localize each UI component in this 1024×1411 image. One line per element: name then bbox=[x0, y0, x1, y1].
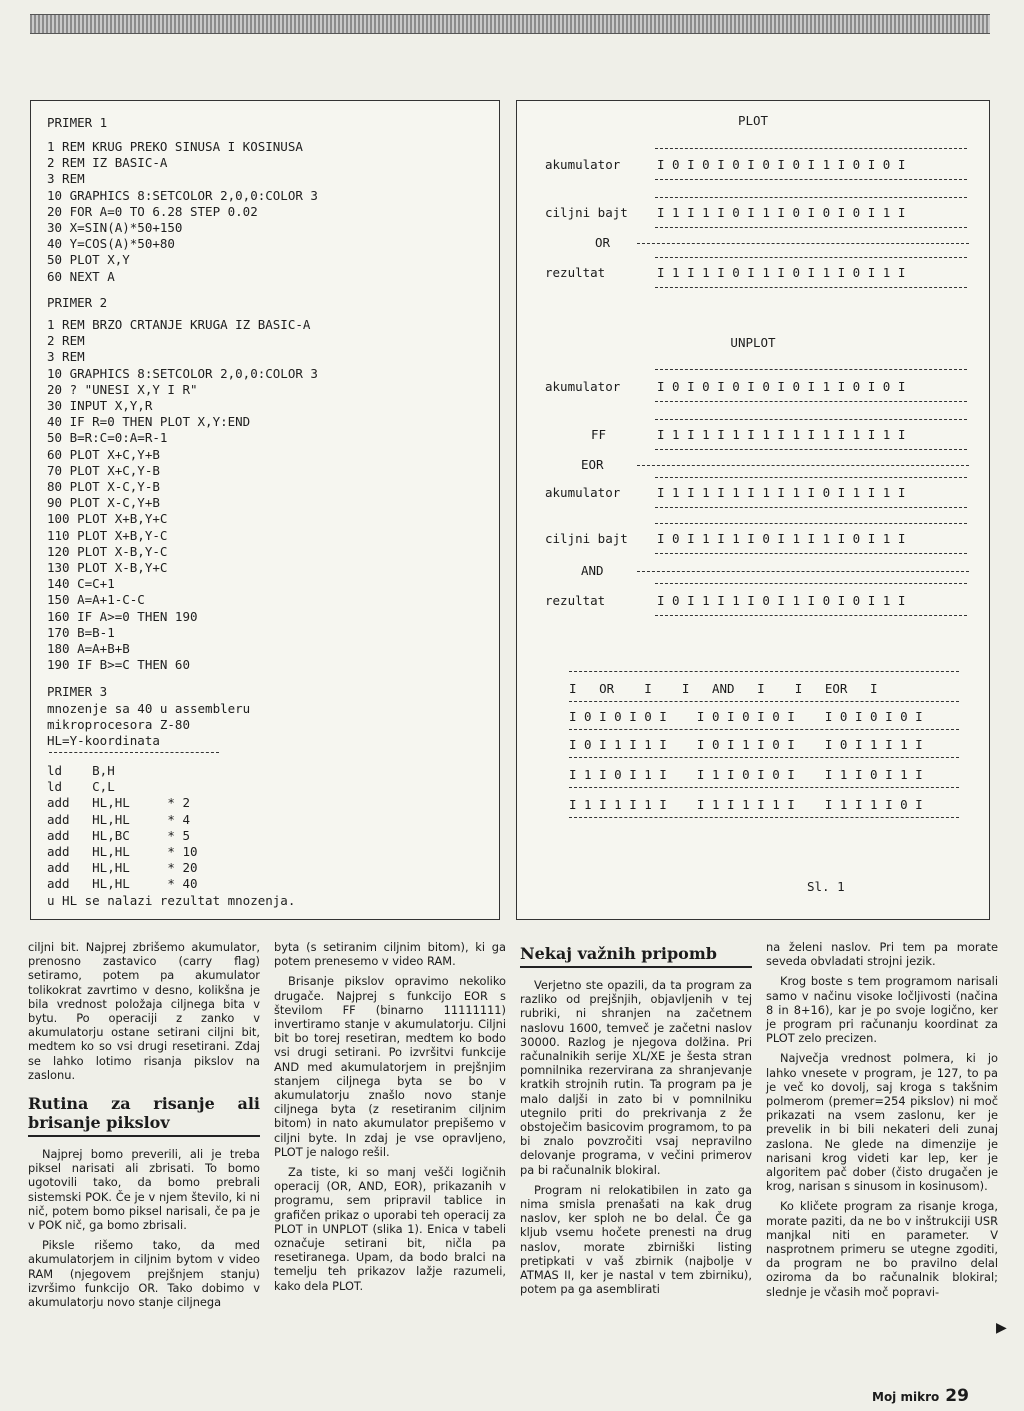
op-line bbox=[637, 465, 969, 466]
dash-line bbox=[569, 671, 959, 672]
code-line: mikroprocesora Z-80 bbox=[47, 717, 190, 733]
dash-line bbox=[569, 757, 959, 758]
code-line: 140 C=C+1 bbox=[47, 576, 115, 592]
dash-line bbox=[655, 449, 967, 450]
page-number: 29 bbox=[945, 1386, 969, 1406]
row-bits: I 1 I 1 I 1 I 1 I 1 I 0 I 1 I 1 I bbox=[657, 485, 906, 500]
paragraph: Za tiste, ki so manj vešči logičnih operacij (OR, AND, EOR), prikazanih v programu, sem pripravil tablice in grafičen prikaz o uporabi teh operacij za PLOT in UNPLOT (slika 1). Enica v tabeli označuje setirani bit, ničla pa resetiranega. Upam, da bodo bralci na temelju teh prikazov lažje razumeli, kako dela PLOT. bbox=[274, 1165, 506, 1293]
dash-line bbox=[655, 197, 967, 198]
unplot-row-rezultat bbox=[517, 593, 991, 617]
row-bits: I 1 I 1 I 0 I 1 I 0 I 1 I 0 I 1 I bbox=[657, 265, 906, 280]
column-1 bbox=[28, 940, 260, 1315]
code-line: 90 PLOT X-C,Y+B bbox=[47, 495, 160, 511]
dash-line bbox=[655, 477, 967, 478]
row-label: akumulator bbox=[545, 379, 621, 394]
primer3-code bbox=[47, 763, 295, 909]
row-bits: I 1 I 1 I 0 I 1 I 0 I 0 I 0 I 1 I bbox=[657, 205, 906, 220]
row-label: akumulator bbox=[545, 157, 621, 172]
plot-title: PLOT bbox=[737, 113, 769, 128]
code-line: add HL,HL * 4 bbox=[47, 811, 190, 827]
logic-diagram-box bbox=[516, 100, 990, 920]
dash-line bbox=[655, 553, 967, 554]
paragraph: Program ni relokatibilen in zato ga nima smisla prenašati na kak drug naslov, ker sploh ne bo delal. Če ga kljub vsemu hočete prenesti na drug naslov, morate zbirniški listing pretipkati v vaš zbirnik (najbolje v ATMAS II, ker je nastal v tem zbirniku), potem pa ga asemblirati bbox=[520, 1182, 752, 1297]
column-3 bbox=[520, 940, 752, 1302]
code-line: u HL se nalazi rezultat mnozenja. bbox=[47, 892, 296, 908]
plot-op-label: OR bbox=[595, 235, 611, 250]
row-bits: I 1 I 1 I 1 I 1 I 1 I 1 I 1 I 1 I bbox=[657, 427, 906, 442]
row-label: FF bbox=[591, 427, 607, 442]
dash-line bbox=[655, 287, 967, 288]
primer2-code bbox=[47, 317, 318, 673]
dash-line bbox=[569, 729, 959, 730]
code-line: add HL,HL * 40 bbox=[47, 876, 198, 892]
code-line: 180 A=A+B+B bbox=[47, 641, 130, 657]
code-line: 20 FOR A=0 TO 6.28 STEP 0.02 bbox=[47, 203, 258, 219]
code-line: 50 B=R:C=0:A=R-1 bbox=[47, 430, 168, 446]
paragraph: Piksle rišemo tako, da med akumulatorjem in ciljnim bytom v video RAM (njegovem prejšnjem stanju) izvršimo funkcijo OR. Tako dobimo v akumulatorju novo stanje ciljnega bbox=[28, 1238, 260, 1310]
code-line: 120 PLOT X-B,Y-C bbox=[47, 543, 168, 559]
section-heading: Rutina za risanje ali brisanje pikslov bbox=[28, 1094, 260, 1137]
paragraph: ciljni bit. Najprej zbrišemo akumulator, prenosno zastavico (carry flag) setiramo, potem pa akumulator tolikokrat zavrtimo v desno, kolikšna je bila vrednost položaja ciljnega bita v bytu. Po operaciji z zanko v akumulatorju ostane setirani ciljni bit, medtem ko so vsi drugi resetirani. Zdaj se lahko lotimo risanja pikslov na zaslonu. bbox=[28, 940, 260, 1082]
paragraph: na želeni naslov. Pri tem pa morate seveda obvladati strojni jezik. bbox=[766, 940, 998, 969]
code-line: add HL,HL * 20 bbox=[47, 860, 198, 876]
dash-line bbox=[655, 523, 967, 524]
row-bits: I 0 I 0 I 0 I 0 I 0 I 1 I 0 I 0 I bbox=[657, 157, 906, 172]
dash-line bbox=[655, 507, 967, 508]
paragraph: byta (s setiranim ciljnim bitom), ki ga potem prenesemo v video RAM. bbox=[274, 940, 506, 969]
code-line: 20 ? "UNESI X,Y I R" bbox=[47, 381, 198, 397]
article-body bbox=[28, 940, 998, 1380]
code-line: 150 A=A+1-C-C bbox=[47, 592, 145, 608]
row-label: rezultat bbox=[545, 593, 606, 608]
op-line bbox=[637, 571, 969, 572]
plot-row-akumulator bbox=[517, 157, 991, 181]
code-line: 3 REM bbox=[47, 349, 85, 365]
row-label: ciljni bajt bbox=[545, 531, 628, 546]
code-line: 10 GRAPHICS 8:SETCOLOR 2,0,0:COLOR 3 bbox=[47, 365, 318, 381]
dash-line bbox=[655, 401, 967, 402]
dash-line bbox=[655, 419, 967, 420]
code-line: 170 B=B-1 bbox=[47, 624, 115, 640]
unplot-op2-label: AND bbox=[581, 563, 604, 578]
dash-line bbox=[655, 257, 967, 258]
code-line: 60 NEXT A bbox=[47, 268, 115, 284]
paragraph: Najprej bomo preverili, ali je treba piksel narisati ali zbrisati. To bomo ugotovili tako, da bomo prebrali sistemski POK. Če je v njem število, ki ni nič, potem bomo piksel narisali, če pa je v POK nič, ga bomo zbrisali. bbox=[28, 1147, 260, 1233]
row-label: ciljni bajt bbox=[545, 205, 628, 220]
truth-table-header: I OR I I AND I I EOR I bbox=[569, 681, 878, 696]
paragraph: Brisanje pikslov opravimo nekoliko drugače. Najprej s funkcijo EOR s številom FF (binarno 11111111) invertiramo stanje v akumulatorju. Ciljni bit bo torej resetiran, medtem ko bodo vsi drugi setirani. Po izvršitvi funkcije AND med akumulatorjem in prejšnjim stanjem ciljnega byta se bo v akumulatorju znašlo novo stanje ciljnega byta (z resetiranim ciljnim bitom) in nato akumulator prepišemo v ciljni byte. In zdaj je vse opravljeno, PLOT je nalogo rešil. bbox=[274, 974, 506, 1159]
dash-line bbox=[655, 148, 967, 149]
unplot-op1-label: EOR bbox=[581, 457, 604, 472]
code-line: 70 PLOT X+C,Y-B bbox=[47, 462, 160, 478]
truth-table-row: I 1 I 1 I 1 I I 1 I 1 I 1 I I 1 I 1 I 0 I bbox=[569, 797, 923, 812]
code-line: 100 PLOT X+B,Y+C bbox=[47, 511, 168, 527]
op-line bbox=[637, 243, 969, 244]
code-line: ld C,L bbox=[47, 779, 115, 795]
code-line: 40 Y=COS(A)*50+80 bbox=[47, 236, 175, 252]
dash-line bbox=[569, 787, 959, 788]
unplot-row-ff bbox=[517, 427, 991, 451]
code-line: 30 INPUT X,Y,R bbox=[47, 398, 153, 414]
asm-separator bbox=[49, 752, 219, 753]
program-listing-box bbox=[30, 100, 500, 920]
unplot-title: UNPLOT bbox=[730, 335, 776, 350]
unplot-row-ciljni bbox=[517, 531, 991, 555]
code-line: mnozenje sa 40 u assembleru bbox=[47, 701, 251, 716]
code-line: 3 REM bbox=[47, 171, 85, 187]
code-line: add HL,HL * 10 bbox=[47, 844, 198, 860]
truth-table-row: I 0 I 1 I 1 I I 0 I 1 I 0 I I 0 I 1 I 1 I bbox=[569, 737, 923, 752]
header-band bbox=[30, 14, 990, 34]
code-line: 30 X=SIN(A)*50+150 bbox=[47, 220, 183, 236]
code-line: ld B,H bbox=[47, 763, 115, 778]
code-line: 110 PLOT X+B,Y-C bbox=[47, 527, 168, 543]
paragraph: Ko kličete program za risanje kroga, morate paziti, da ne bo v inštrukciji USR manjkal niti en parameter. V nasprotnem primeru se utegne zgoditi, da program ne bo pravilno delal oziroma da bo računalnik blokiral; slednje je včasih moč popravi- bbox=[766, 1199, 998, 1299]
primer1-heading: PRIMER 1 bbox=[47, 115, 108, 130]
code-line: 10 GRAPHICS 8:SETCOLOR 2,0,0:COLOR 3 bbox=[47, 187, 318, 203]
paragraph: Največja vrednost polmera, ki jo lahko vnesete v program, je 127, to pa je več ko dovolj, saj kroga s takšnim polmerom (premer=254 pikslov) ni moč prikazati na vsem zaslonu, ker je prevelik in bi bili nekateri deli zunaj zaslona. Ne glede na dimenzije je narisani krog videti kar lep, ker je algoritem pač dober (čisto drugačen je krog, narisan s sinusom in kosinusom). bbox=[766, 1051, 998, 1194]
code-line: add HL,HL * 2 bbox=[47, 795, 190, 811]
code-line: 2 REM IZ BASIC-A bbox=[47, 155, 168, 171]
dash-line bbox=[655, 583, 967, 584]
row-label: akumulator bbox=[545, 485, 621, 500]
primer3-heading: PRIMER 3 bbox=[47, 684, 108, 699]
row-bits: I 0 I 1 I 1 I 0 I 1 I 0 I 0 I 1 I bbox=[657, 593, 906, 608]
page-footer bbox=[872, 1386, 969, 1406]
code-line: 1 REM KRUG PREKO SINUSA I KOSINUSA bbox=[47, 139, 303, 154]
code-line: add HL,BC * 5 bbox=[47, 827, 190, 843]
code-line: HL=Y-koordinata bbox=[47, 733, 160, 749]
dash-line bbox=[655, 179, 967, 180]
dash-line bbox=[655, 615, 967, 616]
code-line: 160 IF A>=0 THEN 190 bbox=[47, 608, 198, 624]
plot-row-rezultat bbox=[517, 265, 991, 289]
continue-arrow-icon: ▶ bbox=[996, 1320, 1007, 1336]
column-2 bbox=[274, 940, 506, 1299]
plot-row-ciljni bbox=[517, 205, 991, 229]
code-line: 60 PLOT X+C,Y+B bbox=[47, 446, 160, 462]
primer3-intro bbox=[47, 701, 250, 750]
unplot-row-akumulator2 bbox=[517, 485, 991, 509]
column-4 bbox=[766, 940, 998, 1305]
code-line: 1 REM BRZO CRTANJE KRUGA IZ BASIC-A bbox=[47, 317, 311, 332]
code-line: 40 IF R=0 THEN PLOT X,Y:END bbox=[47, 414, 251, 430]
unplot-row-akumulator bbox=[517, 379, 991, 403]
dash-line bbox=[655, 369, 967, 370]
row-bits: I 0 I 1 I 1 I 0 I 1 I 1 I 0 I 1 I bbox=[657, 531, 906, 546]
row-label: rezultat bbox=[545, 265, 606, 280]
row-bits: I 0 I 0 I 0 I 0 I 0 I 1 I 0 I 0 I bbox=[657, 379, 906, 394]
figure-caption: Sl. 1 bbox=[807, 879, 845, 894]
paragraph: Verjetno ste opazili, da ta program za razliko od prejšnjih, objavljenih v tej rubriki, ni shranjen na začetnem naslovu 1600, temveč je začetni naslov 30000. Razlog je njegova dolžina. Pri računalnikih serije XL/XE je šesta stran pomnilnika rezervirana za shranjevanje kratkih strojnih rutin. Ta program pa je malo daljši in zato bi v pomnilniku utegnilo priti do prekrivanja z že obstoječim basicovim programom, to pa bi znalo povzročiti vsaj nepravilno delovanje programa, v večini primerov pa bi računalnik blokiral. bbox=[520, 978, 752, 1177]
truth-table-row: I 0 I 0 I 0 I I 0 I 0 I 0 I I 0 I 0 I 0 I bbox=[569, 709, 923, 724]
code-line: 190 IF B>=C THEN 60 bbox=[47, 657, 190, 673]
section-heading: Nekaj važnih pripomb bbox=[520, 944, 752, 968]
dash-line bbox=[569, 817, 959, 818]
magazine-name: Moj mikro bbox=[872, 1390, 940, 1404]
primer2-heading: PRIMER 2 bbox=[47, 295, 108, 310]
dash-line bbox=[655, 227, 967, 228]
primer1-code bbox=[47, 139, 318, 285]
code-line: 130 PLOT X-B,Y+C bbox=[47, 560, 168, 576]
dash-line bbox=[569, 701, 959, 702]
code-line: 80 PLOT X-C,Y-B bbox=[47, 479, 160, 495]
truth-table-row: I 1 I 0 I 1 I I 1 I 0 I 0 I I 1 I 0 I 1 I bbox=[569, 767, 923, 782]
code-line: 50 PLOT X,Y bbox=[47, 252, 130, 268]
paragraph: Krog boste s tem programom narisali samo v načinu visoke ločljivosti (načina 8 in 8+16), kar je po svoje logično, ker je program pri računanju koordinat za PLOT zelo precizen. bbox=[766, 974, 998, 1046]
code-line: 2 REM bbox=[47, 333, 85, 349]
